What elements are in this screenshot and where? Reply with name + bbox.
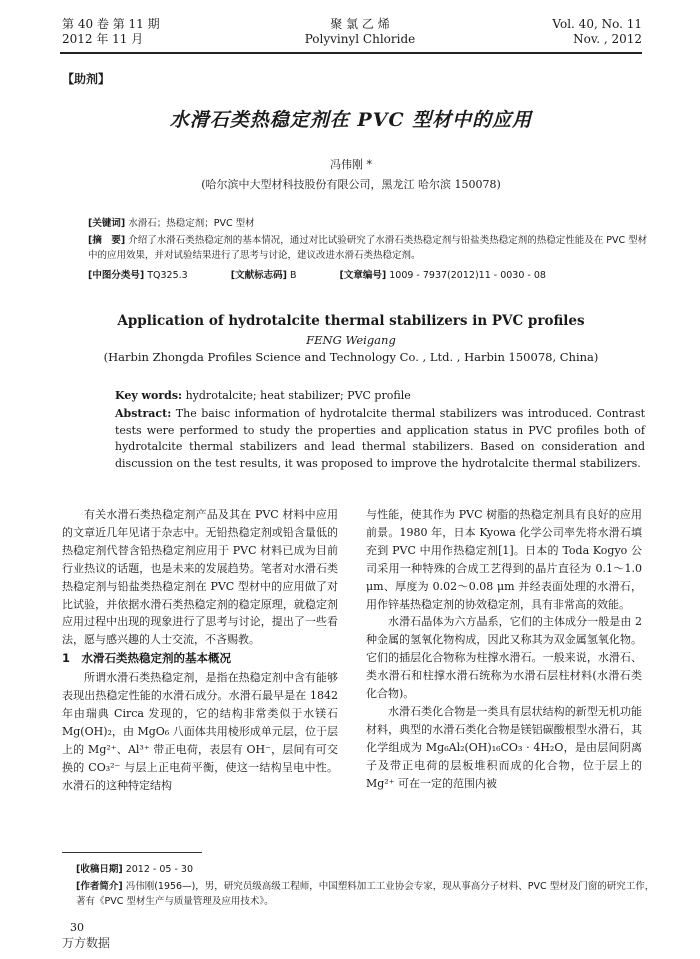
abstract-cn-text: 介绍了水滑石类热稳定剂的基本情况，通过对比试验研究了水滑石类热稳定剂与铅盐类热稳定剂的热稳定性能及在 PVC 型材中的应用效果，并对试验结果进行了思考与讨论，建议改进水滑石类热稳定剂。 (88, 235, 648, 261)
keywords-cn (88, 216, 648, 231)
volume-issue-en: Vol. 40, No. 11 (552, 17, 642, 31)
article-label: [文章编号] (339, 270, 387, 281)
abstract-en-text: The baisc information of hydrotalcite thermal stabilizers was introduced. Contrast tests were performed to study the properties and application status in PVC profiles both of hydrotalcite thermal stabilizers and lead thermal stabilizers. Based on consideration and discussion on the test results, it was proposed to improve the hydrotalcite thermal stabilizers. (115, 407, 646, 470)
received-label: [收稿日期] (76, 864, 123, 875)
keywords-en-label: Key words: (115, 389, 183, 402)
volume-issue: 第 40 卷 第 11 期 (62, 17, 160, 31)
received-value: 2012 - 05 - 30 (125, 864, 194, 875)
article-number (340, 268, 566, 283)
article-title-cn: 水滑石类热稳定剂在 PVC 型材中的应用 (169, 109, 533, 131)
keywords-cn-label: [关键词] (88, 218, 126, 229)
body-paragraph: 有关水滑石类热稳定剂产品及其在 PVC 材料中应用的文章近几年见诸于杂志中。无铅热稳定剂或铅含量低的热稳定剂代替含铅热稳定剂应用于 PVC 材料已成为目前行业热议的话题，也是未来的发展趋势。笔者对水滑石类热稳定剂与铅盐类热稳定剂在 PVC 型材中的应用做了对比试验，并依据水滑石类热稳定剂的稳定原理，就稳定剂应用过程中出现的现象进行了思考与讨论，提出了一些看法，愿与感兴趣的人士交流，不吝赐教。 (62, 508, 338, 647)
issue-date-en: Nov. , 2012 (573, 32, 642, 46)
body-column-left (62, 506, 338, 795)
body-paragraph: 与性能，使其作为 PVC 树脂的热稳定剂具有良好的应用前景。1980 年，日本 Kyowa 化学公司率先将水滑石填充到 PVC 中用作热稳定剂[1]。日本的 Toda Kogyo 公司采用一种特殊的合成工艺得到的晶片直径为 0.1～1.0 μm、厚度为 0.02～0.08 μm 并经表面处理的水滑石，用作锌基热稳定剂的协效稳定剂，具有非常高的效能。 (366, 508, 642, 611)
classification-row (88, 268, 648, 283)
clc-label: [中图分类号] (88, 270, 145, 281)
article-value: 1009 - 7937(2012)11 - 0030 - 08 (389, 270, 546, 281)
watermark: 万方数据 (62, 936, 111, 950)
author-bio-label: [作者简介] (76, 881, 123, 892)
journal-name-en: Polyvinyl Chloride (304, 32, 416, 46)
doc-label: [文献标志码] (230, 270, 287, 281)
author-cn: 冯伟刚 * (330, 158, 372, 171)
journal-volume-info-en (552, 17, 642, 47)
abstract-cn (88, 233, 648, 263)
keywords-en-text: hydrotalcite; heat stabilizer; PVC profile (185, 389, 411, 402)
clc-value: TQ325.3 (147, 270, 188, 281)
footnote-received (62, 862, 661, 877)
article-title-en: Application of hydrotalcite thermal stabilizers in PVC profiles (117, 313, 585, 329)
abstract-en-label: Abstract: (115, 407, 172, 420)
doc-value: B (289, 270, 297, 281)
body-paragraph: 所谓水滑石类热稳定剂，是指在热稳定剂中含有能够表现出热稳定性能的水滑石成分。水滑石最早是在 1842 年由瑞典 Circa 发现的，它的结构非常类似于水镁石 Mg(OH)₂，由 MgO₆ 八面体共用棱形成单元层，位于层上的 Mg²⁺、Al³⁺ 带正电荷，表层有 OH⁻，层间有可交换的 CO₃²⁻ 与层上正电荷平衡，使这一结构呈电中性。水滑石的这种特定结构 (62, 671, 338, 792)
issue-date-cn: 2012 年 11 月 (62, 32, 144, 46)
keywords-cn-text: 水滑石；热稳定剂；PVC 型材 (128, 218, 255, 229)
journal-name-cn: 聚 氯 乙 烯 (330, 17, 390, 31)
body-paragraph: 水滑石晶体为六方晶系，它们的主体成分一般是由 2 种金属的氢氧化物构成，因此又称其为双金属氢氧化物。它们的插层化合物称为柱撑水滑石。一般来说，水滑石、类水滑石和柱撑水滑石统称为水滑石层柱材料(水滑石类化合物)。 (366, 615, 642, 701)
body-paragraph: 水滑石类化合物是一类具有层状结构的新型无机功能材料，典型的水滑石类化合物是镁铝碳酸根型水滑石，其化学组成为 Mg₆Al₂(OH)₁₆CO₃ · 4H₂O，是由层间阴离子及带正电荷的层板堆积而成的化合物，位于层上的 Mg²⁺ 可在一定的范围内被 (366, 704, 642, 790)
page-number: 30 (70, 921, 84, 934)
footnote-author-bio (62, 879, 661, 909)
abstract-cn-label: [摘 要] (88, 235, 126, 246)
section-heading: 1 水滑石类热稳定剂的基本概况 (62, 651, 231, 666)
abstract-en (115, 406, 645, 472)
author-bio-value: 冯伟刚(1956—)，男，研究员级高级工程师，中国塑料加工工业协会专家，现从事高分子材料、PVC 型材及门窗的研究工作，著有《PVC 型材生产与质量管理及应用技术》。 (76, 881, 655, 907)
keywords-en (115, 388, 645, 405)
affiliation-cn: (哈尔滨中大型材科技股份有限公司，黑龙江 哈尔滨 150078) (201, 178, 501, 191)
clc-code (88, 268, 208, 283)
affiliation-en: (Harbin Zhongda Profiles Science and Technology Co. , Ltd. , Harbin 150078, China) (103, 350, 599, 364)
journal-name (260, 17, 460, 47)
journal-volume-info (62, 17, 160, 47)
author-en: FENG Weigang (306, 333, 396, 347)
section-tag: 【助剂】 (62, 72, 111, 86)
document-code (231, 268, 317, 283)
body-column-right (366, 506, 642, 793)
header-rule (60, 52, 642, 54)
footnote-rule (62, 852, 202, 853)
